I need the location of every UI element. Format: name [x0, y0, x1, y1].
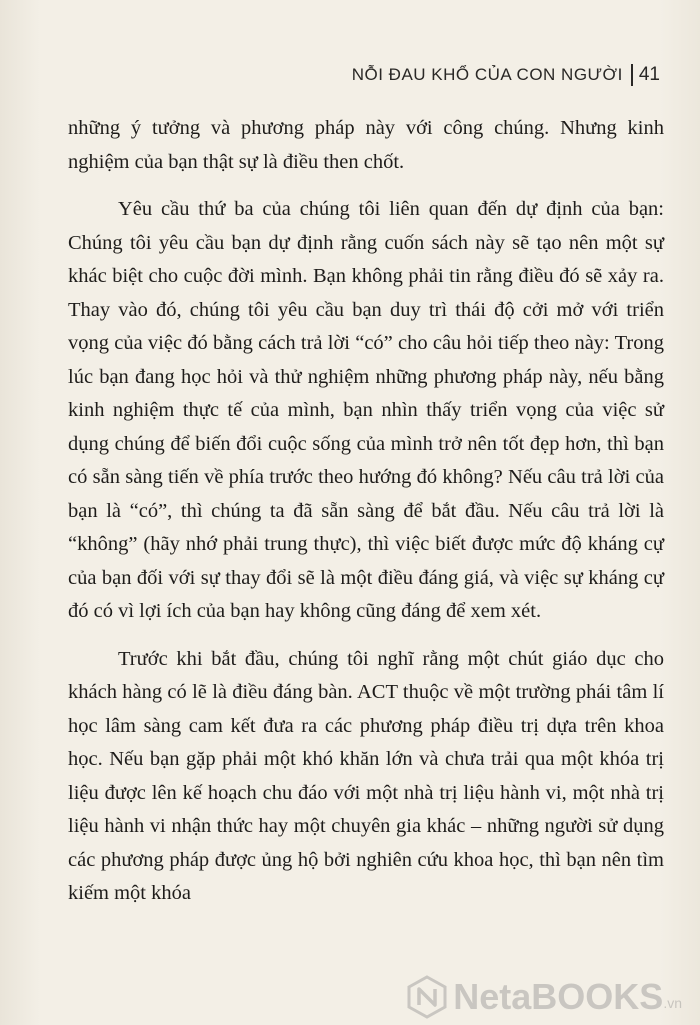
page-number: 41: [638, 64, 660, 85]
paragraph: những ý tưởng và phương pháp này với công chúng. Nhưng kinh nghiệm của bạn thật sự là điều then chốt.: [68, 117, 664, 173]
watermark-text: NetaBOOKS: [453, 976, 664, 1017]
watermark-suffix: .vn: [663, 995, 682, 1011]
paragraph: Yêu cầu thứ ba của chúng tôi liên quan đến dự định của bạn: Chúng tôi yêu cầu bạn dự định rằng cuốn sách này sẽ tạo nên một sự khác biệt cho cuộc đời mình. Bạn không phải tin rằng điều đó sẽ xảy ra. Thay vào đó, chúng tôi yêu cầu bạn duy trì thái độ cởi mở với triển vọng của việc đó bằng cách trả lời “có” cho câu hỏi tiếp theo này: Trong lúc bạn đang học hỏi và thử nghiệm những phương pháp này, nếu bằng kinh nghiệm thực tế của mình, bạn nhìn thấy triển vọng của việc sử dụng chúng để biến đổi cuộc sống của mình trở nên tốt đẹp hơn, thì bạn có sẵn sàng tiến về phía trước theo hướng đó không? Nếu câu trả lời của bạn là “có”, thì chúng ta đã sẵn sàng để bắt đầu. Nếu câu trả lời là “không” (hãy nhớ phải trung thực), thì việc biết được mức độ kháng cự của bạn đối với sự thay đổi sẽ là một điều đáng giá, và việc sự kháng cự đó có vì lợi ích của bạn hay không cũng đáng để xem xét.: [68, 198, 664, 622]
chapter-title: NỖI ĐAU KHỔ CỦA CON NGƯỜI: [351, 65, 623, 84]
body-text: [68, 112, 664, 911]
netabooks-logo-icon: [405, 975, 449, 1019]
watermark: [405, 975, 682, 1019]
paragraph: Trước khi bắt đầu, chúng tôi nghĩ rằng một chút giáo dục cho khách hàng có lẽ là điều đáng bàn. ACT thuộc về một trường phái tâm lí học lâm sàng cam kết đưa ra các phương pháp điều trị dựa trên khoa học. Nếu bạn gặp phải một khó khăn lớn và chưa trải qua một khóa trị liệu được lên kế hoạch chu đáo với một nhà trị liệu hành vi, một nhà trị liệu hành vi nhận thức hay một chuyên gia khác – những người sử dụng các phương pháp được ủng hộ bởi nghiên cứu khoa học, thì bạn nên tìm kiếm một khóa: [68, 647, 664, 904]
header-divider: [631, 64, 633, 86]
running-header: [352, 64, 660, 86]
